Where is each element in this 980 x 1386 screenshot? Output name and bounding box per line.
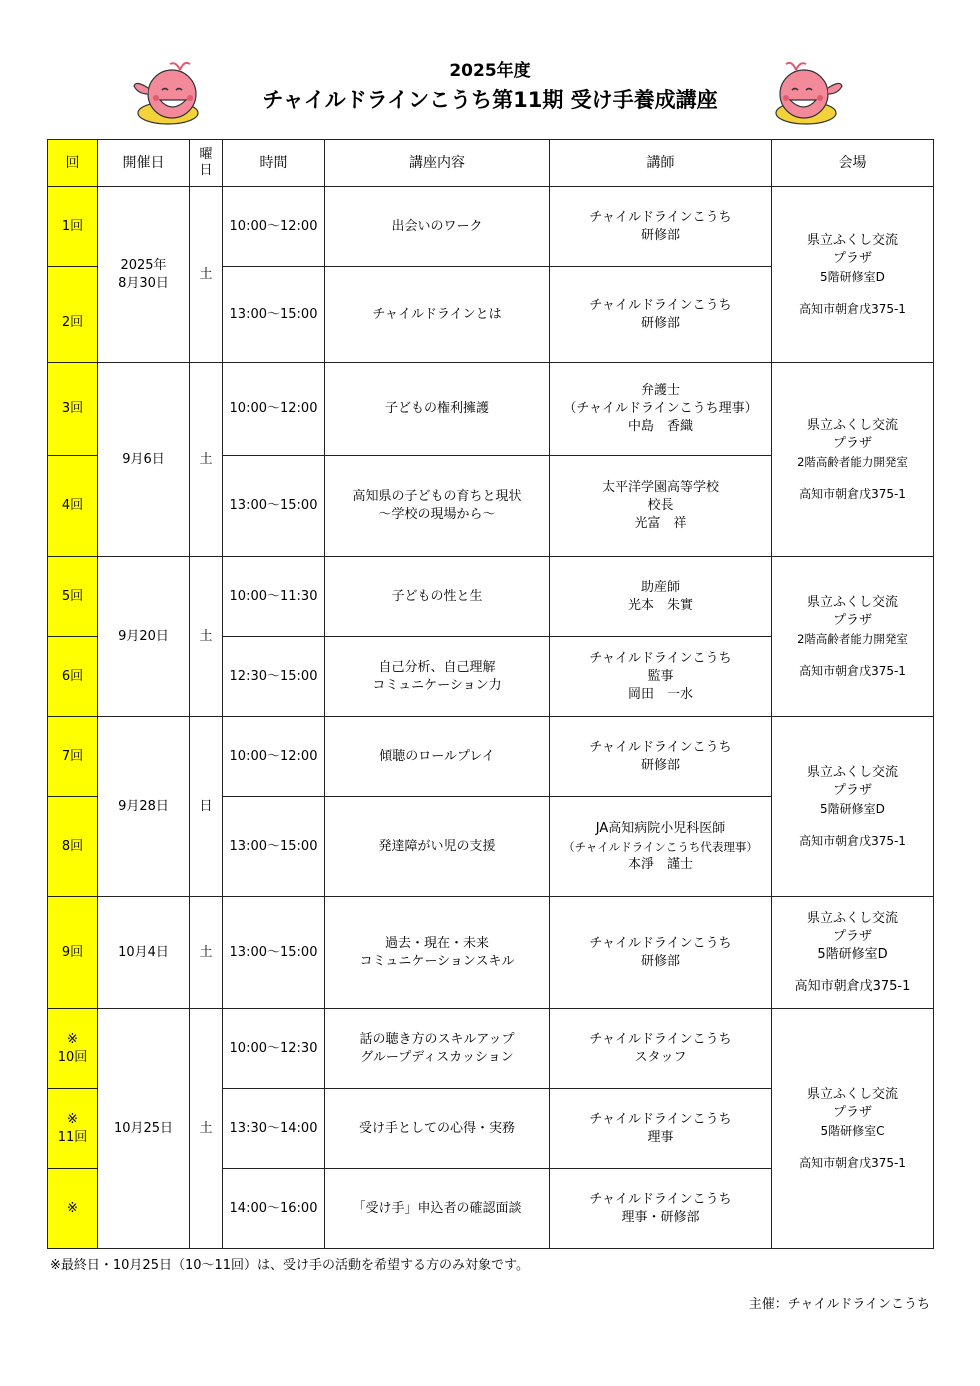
session-cell: ※ 11回	[48, 1089, 98, 1169]
session-cell: 2回	[48, 267, 98, 363]
lecturer-cell: 太平洋学園高等学校 校長 光富 祥	[550, 456, 772, 557]
header-content: 講座内容	[325, 140, 550, 187]
header-weekday: 曜 日	[190, 140, 223, 187]
content-cell: チャイルドラインとは	[325, 267, 550, 363]
session-cell: ※	[48, 1169, 98, 1249]
header-lecturer: 講師	[550, 140, 772, 187]
date-cell: 10月25日	[98, 1009, 190, 1249]
time-cell: 10:00～12:00	[223, 187, 325, 267]
venue-cell: 県立ふくし交流 プラザ 2階高齢者能力開発室 高知市朝倉戊375-1	[772, 363, 934, 557]
table-row	[48, 1009, 934, 1089]
date-cell: 2025年 8月30日	[98, 187, 190, 363]
content-cell: 出会いのワーク	[325, 187, 550, 267]
weekday-cell: 土	[190, 897, 223, 1009]
time-cell: 13:00～15:00	[223, 797, 325, 897]
content-cell: 高知県の子どもの育ちと現状 ～学校の現場から～	[325, 456, 550, 557]
schedule-table	[47, 139, 934, 1249]
lecturer-cell: チャイルドラインこうち 監事 岡田 一水	[550, 637, 772, 717]
header-date: 開催日	[98, 140, 190, 187]
document-title: チャイルドラインこうち第11期 受け手養成講座	[262, 88, 718, 112]
content-cell: 傾聴のロールプレイ	[325, 717, 550, 797]
content-cell: 子どもの性と生	[325, 557, 550, 637]
time-cell: 10:00～11:30	[223, 557, 325, 637]
session-cell: 4回	[48, 456, 98, 557]
date-cell: 9月6日	[98, 363, 190, 557]
organizer: 主催：チャイルドラインこうち	[748, 1297, 930, 1312]
lecturer-cell: チャイルドラインこうち 研修部	[550, 267, 772, 363]
weekday-cell: 土	[190, 187, 223, 363]
venue-cell: 県立ふくし交流 プラザ 5階研修室D 高知市朝倉戊375-1	[772, 187, 934, 363]
footnote: ※最終日・10月25日（10～11回）は、受け手の活動を希望する方のみ対象です。	[50, 1258, 530, 1273]
table-row	[48, 363, 934, 456]
date-cell: 10月4日	[98, 897, 190, 1009]
header-venue: 会場	[772, 140, 934, 187]
table-row	[48, 557, 934, 637]
time-cell: 13:30～14:00	[223, 1089, 325, 1169]
lecturer-cell: チャイルドラインこうち 研修部	[550, 187, 772, 267]
document-year: 2025年度	[449, 61, 531, 81]
session-cell: 8回	[48, 797, 98, 897]
venue-cell: 県立ふくし交流 プラザ 5階研修室D 高知市朝倉戊375-1	[772, 717, 934, 897]
venue-cell: 県立ふくし交流 プラザ 2階高齢者能力開発室 高知市朝倉戊375-1	[772, 557, 934, 717]
session-cell: 5回	[48, 557, 98, 637]
document-header	[0, 60, 980, 114]
time-cell: 10:00～12:00	[223, 717, 325, 797]
lecturer-cell: チャイルドラインこうち 理事・研修部	[550, 1169, 772, 1249]
lecturer-cell: チャイルドラインこうち 研修部	[550, 717, 772, 797]
lecturer-cell: チャイルドラインこうち スタッフ	[550, 1009, 772, 1089]
content-cell: 自己分析、自己理解 コミュニケーション力	[325, 637, 550, 717]
session-cell: 6回	[48, 637, 98, 717]
table-row	[48, 897, 934, 1009]
time-cell: 10:00～12:00	[223, 363, 325, 456]
session-cell: 9回	[48, 897, 98, 1009]
content-cell: 発達障がい児の支援	[325, 797, 550, 897]
lecturer-cell: 助産師 光本 朱實	[550, 557, 772, 637]
lecturer-cell: JA高知病院小児科医師 （チャイルドラインこうち代表理事） 本淨 謹士	[550, 797, 772, 897]
table-row	[48, 187, 934, 267]
lecturer-cell: チャイルドラインこうち 理事	[550, 1089, 772, 1169]
time-cell: 13:00～15:00	[223, 897, 325, 1009]
header-time: 時間	[223, 140, 325, 187]
session-cell: 1回	[48, 187, 98, 267]
weekday-cell: 土	[190, 557, 223, 717]
date-cell: 9月28日	[98, 717, 190, 897]
session-cell: 3回	[48, 363, 98, 456]
venue-cell: 県立ふくし交流 プラザ 5階研修室C 高知市朝倉戊375-1	[772, 1009, 934, 1249]
content-cell: 「受け手」申込者の確認面談	[325, 1169, 550, 1249]
content-cell: 子どもの権利擁護	[325, 363, 550, 456]
venue-cell: 県立ふくし交流 プラザ 5階研修室D 高知市朝倉戊375-1	[772, 897, 934, 1009]
content-cell: 受け手としての心得・実務	[325, 1089, 550, 1169]
weekday-cell: 土	[190, 363, 223, 557]
lecturer-cell: チャイルドラインこうち 研修部	[550, 897, 772, 1009]
header-session: 回	[48, 140, 98, 187]
session-cell: 7回	[48, 717, 98, 797]
table-header-row	[48, 140, 934, 187]
weekday-cell: 日	[190, 717, 223, 897]
time-cell: 13:00～15:00	[223, 456, 325, 557]
table-row	[48, 717, 934, 797]
weekday-cell: 土	[190, 1009, 223, 1249]
time-cell: 13:00～15:00	[223, 267, 325, 363]
content-cell: 話の聴き方のスキルアップ グループディスカッション	[325, 1009, 550, 1089]
date-cell: 9月20日	[98, 557, 190, 717]
time-cell: 12:30～15:00	[223, 637, 325, 717]
lecturer-cell: 弁護士 （チャイルドラインこうち理事） 中島 香織	[550, 363, 772, 456]
time-cell: 10:00～12:30	[223, 1009, 325, 1089]
session-cell: ※ 10回	[48, 1009, 98, 1089]
time-cell: 14:00～16:00	[223, 1169, 325, 1249]
content-cell: 過去・現在・未来 コミュニケーションスキル	[325, 897, 550, 1009]
